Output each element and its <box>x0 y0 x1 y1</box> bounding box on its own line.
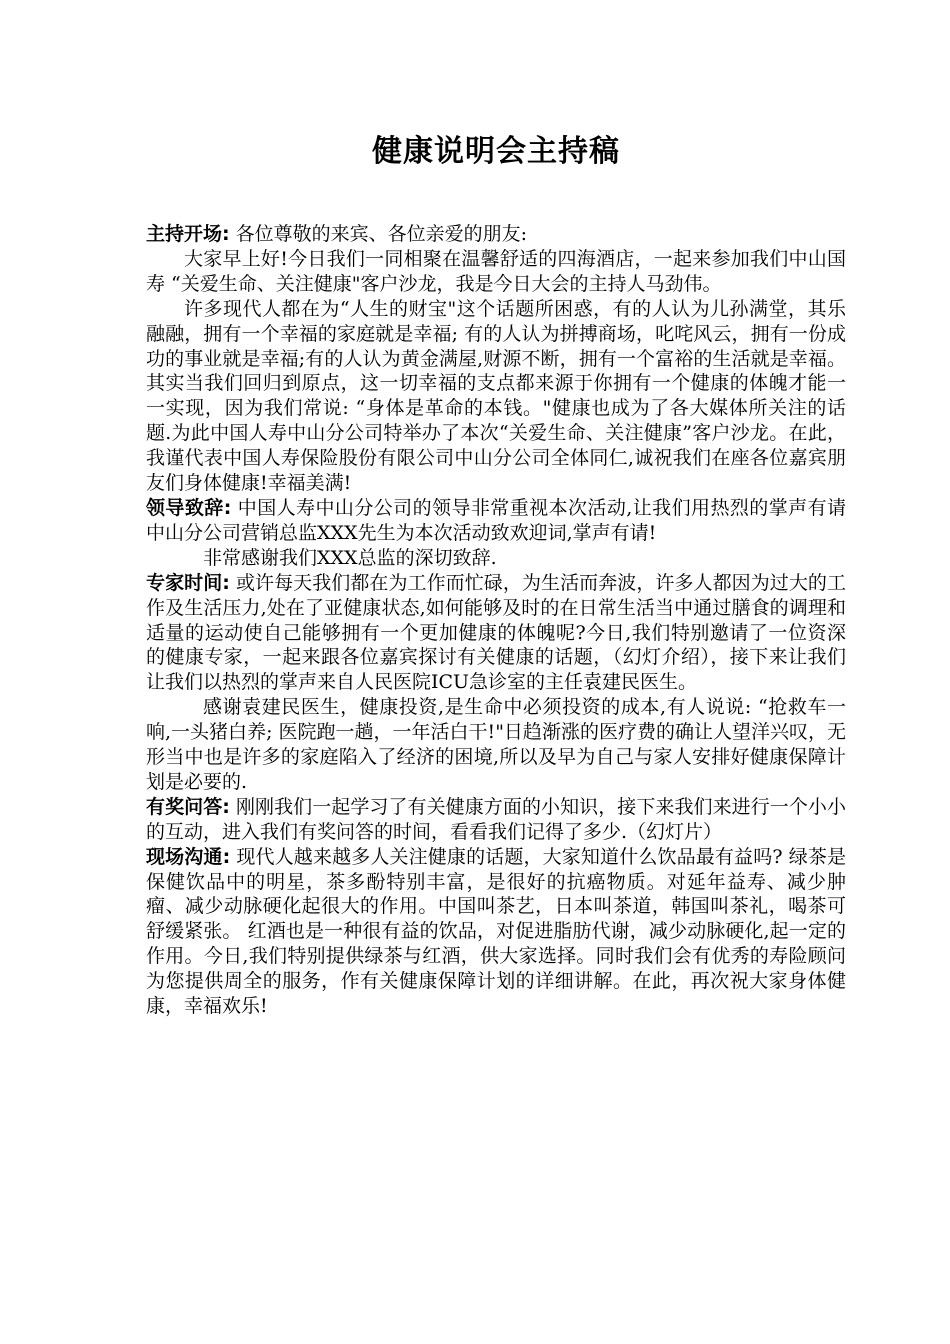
paragraph-text: 大家早上好!今日我们一同相聚在温馨舒适的四海酒店，一起来参加我们中山国寿 “关爱生命、关注健康"客户沙龙，我是今日大会的主持人马劲伟。 <box>146 247 846 295</box>
document-body <box>146 222 846 1019</box>
paragraph-text: 刚刚我们一起学习了有关健康方面的小知识，接下来我们来进行一个小小的互动，进入我们有奖问答的时间，看看我们记得了多少.（幻灯片） <box>146 795 846 843</box>
paragraph-text: 各位尊敬的来宾、各位亲爱的朋友: <box>235 223 528 245</box>
expert-time-paragraph <box>146 571 846 696</box>
section-label-quiz: 有奖问答: <box>146 795 230 818</box>
paragraph-text: 现代人越来越多人关注健康的话题，大家知道什么饮品最有益吗? 绿茶是保健饮品中的明星，茶多酚特别丰富，是很好的抗癌物质。对延年益寿、减少肿瘤、减少动脉硬化起很大的作用。中国叫茶艺，日本叫茶道，韩国叫茶礼，喝茶可舒缓紧张。 红酒也是一种很有益的饮品，对促进脂肪代谢，减少动脉硬化,起一定的作用。今日,我们特别提供绿茶与红酒，供大家选择。同时我们会有优秀的寿险顾问为您提供周全的服务，作有关健康保障计划的详细讲解。在此，再次祝大家身体健康，幸福欢乐! <box>146 845 846 1018</box>
document-title: 健康说明会主持稿 <box>372 134 620 169</box>
document-page <box>146 0 846 1019</box>
greeting-paragraph <box>146 247 846 297</box>
thanks-doctor-paragraph <box>146 695 846 795</box>
section-label-leader: 领导致辞: <box>146 496 232 519</box>
happiness-paragraph <box>146 297 846 496</box>
opening-paragraph <box>146 222 846 247</box>
paragraph-text: 非常感谢我们XXX总监的深切致辞. <box>203 546 497 569</box>
section-label-opening: 主持开场: <box>146 223 230 245</box>
section-label-communication: 现场沟通: <box>146 845 231 868</box>
quiz-paragraph <box>146 795 846 845</box>
communication-paragraph <box>146 845 846 1019</box>
paragraph-text: 或许每天我们都在为工作而忙碌，为生活而奔波，许多人都因为过大的工作及生活压力,处在了亚健康状态,如何能够及时的在日常生活当中通过膳食的调理和适量的运动使自己能够拥有一个更加健康的体魄呢?今日,我们特别邀请了一位资深的健康专家，一起来跟各位嘉宾探讨有关健康的话题，（幻灯介绍），接下来让我们让我们以热烈的掌声来自人民医院ICU急诊室的主任袁建民医生。 <box>146 571 846 694</box>
paragraph-text: 中国人寿中山分公司的领导非常重视本次活动,让我们用热烈的掌声有请中山分公司营销总监XXX先生为本次活动致欢迎词,掌声有请! <box>146 496 846 544</box>
leader-speech-paragraph <box>146 496 846 546</box>
thanks-director-paragraph <box>146 546 846 571</box>
paragraph-text: 许多现代人都在为“人生的财宝"这个话题所困惑，有的人认为儿孙满堂，其乐融融，拥有一个幸福的家庭就是幸福; 有的人认为拼搏商场，叱咤风云，拥有一份成功的事业就是幸福;有的人认为黄金满屋,财源不断，拥有一个富裕的生活就是幸福。其实当我们回归到原点，这一切幸福的支点都来源于你拥有一个健康的体魄才能一一实现，因为我们常说: “身体是革命的本钱。"健康也成为了各大媒体所关注的话题.为此中国人寿中山分公司特举办了本次“关爱生命、关注健康”客户沙龙。在此，我谨代表中国人寿保险股份有限公司中山分公司全体同仁,诚祝我们在座各位嘉宾朋友们身体健康!幸福美满! <box>146 297 846 495</box>
section-label-expert: 专家时间: <box>146 571 230 594</box>
paragraph-text: 感谢袁建民医生，健康投资,是生命中必须投资的成本,有人说说: “抢救车一响,一头猪白养; 医院跑一趟，一年活白干!"日趋渐涨的医疗费的确让人望洋兴叹，无形当中也是许多的家庭陷入了经济的困境,所以及早为自己与家人安排好健康保障计划是必要的. <box>146 696 846 793</box>
